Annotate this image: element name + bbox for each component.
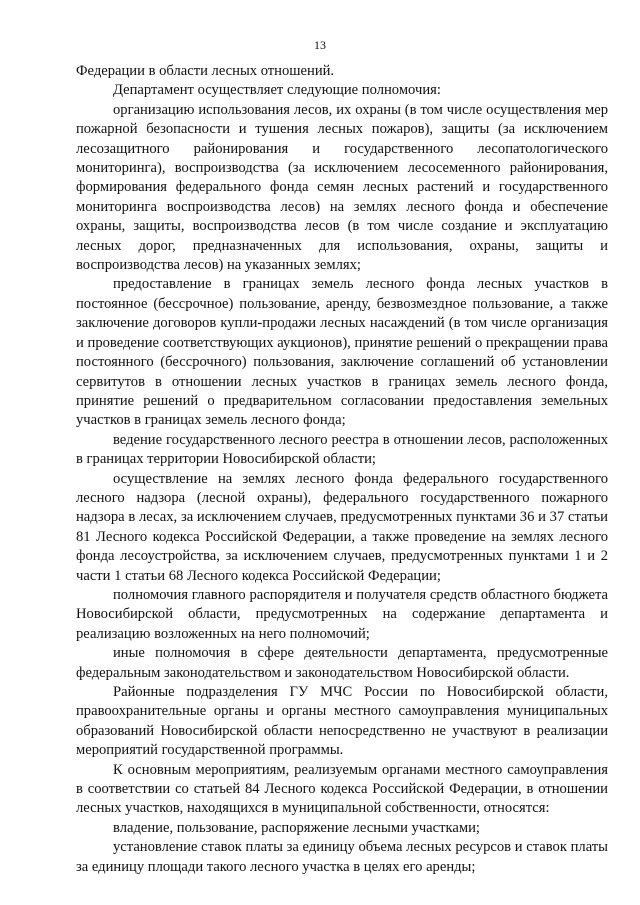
paragraph-local-government-measures: К основным мероприятиям, реализуемым органами местного самоуправления в соответствии со статьей 84 Лесного кодекса Российской Федерации, в отношении лесных участков, находящихся в муниципальной собственности, относятся: bbox=[76, 761, 608, 817]
paragraph-other-powers: иные полномочия в сфере деятельности департамента, предусмотренные федеральным законодательством и законодательством Новосибирской области. bbox=[76, 645, 608, 681]
document-body bbox=[76, 62, 608, 877]
paragraph-district-units: Районные подразделения ГУ МЧС России по Новосибирской области, правоохранительные органы и органы местного самоуправления муниципальных образований Новосибирской области непосредственно не участвуют в реализации мероприятий государственной программы. bbox=[76, 684, 608, 759]
paragraph-continuation: Федерации в области лесных отношений. bbox=[76, 63, 335, 79]
paragraph-forest-use-organization: организацию использования лесов, их охраны (в том числе осуществления мер пожарной безопасности и тушения лесных пожаров), защиты (за исключением лесозащитного районирования и государственного лесопатологического мониторинга), воспроизводства (за исключением лесосеменного районирования, формирования федерального фонда семян лесных растений и государственного мониторинга воспроизводства лесов) на землях лесного фонда и обеспечение охраны, защиты, воспроизводства лесов (в том числе создание и эксплуатацию лесных дорог, предназначенных для использования, охраны, защиты и воспроизводства лесов) на указанных землях; bbox=[76, 101, 608, 274]
paragraph-budget-powers: полномочия главного распорядителя и получателя средств областного бюджета Новосибирской области, предусмотренных на содержание департамента и реализацию возложенных на него полномочий; bbox=[76, 586, 608, 642]
page-number: 13 bbox=[314, 38, 326, 52]
paragraph-rates: установление ставок платы за единицу объема лесных ресурсов и ставок платы за единицу площади такого лесного участка в целях его аренды; bbox=[76, 839, 608, 875]
paragraph-forest-register: ведение государственного лесного реестра в отношении лесов, расположенных в границах территории Новосибирской области; bbox=[76, 431, 608, 468]
paragraph-ownership: владение, пользование, распоряжение лесными участками; bbox=[113, 819, 480, 836]
paragraph-land-plots-provision: предоставление в границах земель лесного фонда лесных участков в постоянное (бессрочное) пользование, аренду, безвозмездное пользование, а также заключение договоров купли-продажи лесных насаждений (в том числе организация и проведение соответствующих аукционов), принятие решений о прекращении права постоянного (бессрочного) пользования, заключение соглашений об установлении сервитутов в отношении лесных участков в границах земель лесного фонда, принятие решений о предварительном согласовании предоставления земельных участков в границах земель лесного фонда; bbox=[76, 276, 608, 429]
paragraph-department-powers-intro: Департамент осуществляет следующие полномочия: bbox=[113, 82, 441, 99]
paragraph-forest-supervision: осуществление на землях лесного фонда федерального государственного лесного надзора (лесной охраны), федерального государственного пожарного надзора в лесах, за исключением случаев, предусмотренных пунктами 36 и 37 статьи 81 Лесного кодекса Российской Федерации, а также проведение на землях лесного фонда лесоустройства, за исключением случаев, предусмотренных пунктами 1 и 2 части 1 статьи 68 Лесного кодекса Российской Федерации; bbox=[76, 470, 608, 584]
